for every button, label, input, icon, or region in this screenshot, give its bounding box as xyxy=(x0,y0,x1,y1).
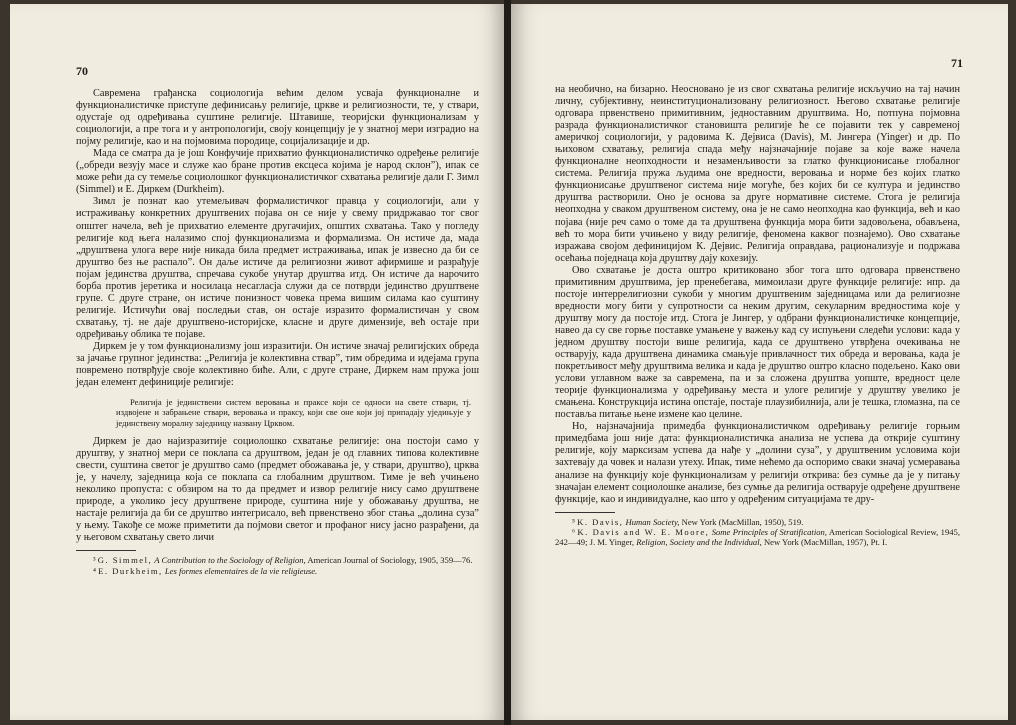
book-gutter xyxy=(504,0,511,725)
footnote: ³ G. Simmel, A Contribution to the Sociology of Religion, American Journal of Sociology, 1905, 359—76. xyxy=(93,555,473,566)
paragraph: Ово схватање је доста оштро критиковано због тога што одговара првенствено примитивним друштвима, јер пренебегава, мимоилази друге функције религије: нпр. да постоје интеррелигиозни сукоби у многим друштвеним заједницама или да религиозне вредности могу бити у супротности са неким другим, секуларним вредностима које у друштву могу да постоје итд. Стога је Јингер, у одбрани функционалистичке концепције, навео да су све горње поставке умањене у важењу кад су испуњени следећи услови: када у једном друштву постоји више религија, када се друштвено утврђена очекивања не остварују, када друштвена динамика смањује привлачност тих обреда и веровања, када је покретљивост међу друштвима велика и када је друштво оштро класно подељено. Како ови услови углавном важе за савремена, па и за сложена друштва уопште, вредност целе теорије функционализма у одређивању места и улоге религије у друштву увелико је смањена. Конструкција истина опстаје, постаје плаузибилнија, али је тешка, гломазна, па се постављa питање њене измене као целине. xyxy=(555,264,960,421)
footnote-rule xyxy=(555,512,615,513)
footnote: ⁶ K. Davis and W. E. Moore, Some Principles of Stratification, American Sociological Review, 1945, 242—49; J. M. Yinger, Religion, Society and the Individual, New York (MacMillan, 1957), Pt. I. xyxy=(555,527,960,548)
paragraph: Но, најзначајнија примедба функционалистичком одређивању религије горњим примедбама још није дата: функционалистичка анализа не успева да открије суштину религије, коју марксизам успева да нађе у „долини суза”, у друштвеним условима који захтевају да човек и налази утеху. Ипак, тиме нећемо да оспоримо сваки значај усмеравања анализе на функцију које функционализам у религији открива: без сумње да је у питању значајан елемент социолошке анализе, без сумње да религија остварује одређене друштвене функције, као и индивидуалне, као што у одређеним ситуацијама те дру- xyxy=(555,421,960,505)
paragraph: Мада се сматра да је још Конфучије прихватио функционалистичко одређење религије („обреди везују масе и служе као бране против ексцеса којима је народ склон”), ипак се може рећи да су темеље социолошког функционалистичког схватања религије дали Г. Зимл (Simmel) и Е. Диркем (Durkheim). xyxy=(76,148,479,196)
left-page-text xyxy=(76,88,479,576)
right-page xyxy=(511,4,1008,720)
paragraph: Диркем је дао најизразитије социолошко схватање религије: она постоји само у друштву, у знатној мери се поклапа са друштвом, један је од главних типова колективне свести, суштина светог је друштво само (предмет обожавања је, у ствари, друштво), црква је, у начелу, заједница која се поклапа са глобалним друштвом. Тиме је већ учињено неколико пропуста: с обзиром на то да предмет и извор религије нису само друштвене природе, а уколико јесу друштвене природе, суштина није у обожавању друштва, не настаје религија да би се друштво интегрисало, већ првенствено због стања „долина суза” у њему. Такође се може приметити да појмови светог и профаног нису јасно разрађени, да у његовом схватању свето личи xyxy=(76,435,479,544)
paragraph: Зимл је познат као утемељивач формалистичког правца у социологији, али у истраживању конкретних друштвених појава он се није у свему придржавао тог свог општег начела, већ је прихватио елементе другачијих, општих схватања. Тако у погледу религије код њега налазимо спој функционализма и формализма. Он истиче да, мада „друштвена улога вере није никада била предмет истраживања, ипак је извесно да би се друштво без ње распало”. Он даље истиче да религиозни живот афирмише и разрађује појам јединства друштва, спречава сукобе унутар друштва итд. Он истиче да нарочито борба против јеретика и носилаца несагласја служи да се потврди јединство друштвене групе. С друге стране, он истиче понизност човека према вишим силама као суштину религије. Истичући овај последњи став, он остаје изразито формалистичан у свом схватању, тј. не даје друштвено-историјске, класне и друге димензије, већ остаје при одређивању облика те појаве. xyxy=(76,196,479,340)
left-page xyxy=(10,4,504,720)
footnote: ⁵ K. Davis, Human Society, New York (MacMillan, 1950), 519. xyxy=(572,516,804,527)
page-number-right: 71 xyxy=(951,56,963,70)
paragraph: Савремена грађанска социологија већим делом усваја функционалне и функционалистичке приступе дефинисању религије, цркве и религиозности, те, у ствари, одустаје од одређивања суштине религије. Штавише, теоријски функционализам у социологији, а пре тога и у антропологији, своју концепцију је у знатној мери изградио на појму религије, као и на појмовима породице, социјализације и др. xyxy=(76,88,479,148)
block-quote: Религија је јединствени систем веровања и праксе који се односи на свете ствари, тј. издвојене и забрањене ствари, веровања и праксу, који све оне који јој припадају уједињује у јединствену моралну заједницу названу Црквом. xyxy=(116,397,471,428)
paragraph: на необично, на бизарно. Неосновано је из свог схватања религије искључио на тај начин личну, субјективну, неинституционализовану религиозност. Његово схватање религије одговара првенствено примитивним, једноставним друштвима. Но, потпуна појмовна разрада функционалистичког становишта религије ће се појавити тек у савременој америчкој социологији, у радовима К. Дејвиса (Davis), М. Јингера (Yinger) и др. По њиховом схватању, религија спада међу најзначајније појаве за које важе начела функционалне неопходности и незаменљивости за глатко функционисање глобалног система. Религија пружа људима оне вредности, веровања и норме без којих глатко функционисање друштвеног система није могуће, без којих би се култура и јединство друштва растворили. Оно је основа за друге нормативне системе. Стога је религија неопходна у сваком друштвеном систему, она је не само неопходна као функција, већ и као појава (није реч само о томе да та друштвена функција мора бити задовољена, обављена, већ то мора бити учињено у виду религије, феномена каквог познајемо). Ово схватање изражава својом дефиницијом К. Дејвис. Религија оправдава, рационализује и подржава осећања поједнаца која друштву дају кохезију. xyxy=(555,84,960,264)
paragraph: Диркем је у том функционализму још изразитији. Он истиче значај религијских обреда за јачање групног јединства: „Религија је колективна ствар”, тим обредима и идејама група повремено потврђује своје колективно биће. Али, с друге стране, Диркем нам пружа још један елемент дефиниције религије: xyxy=(76,340,479,389)
right-page-text xyxy=(555,84,960,548)
page-number-left: 70 xyxy=(76,64,88,78)
footnote: ⁴ E. Durkheim, Les formes elementaires de la vie religieuse. xyxy=(93,565,318,576)
footnote-rule xyxy=(76,550,136,551)
